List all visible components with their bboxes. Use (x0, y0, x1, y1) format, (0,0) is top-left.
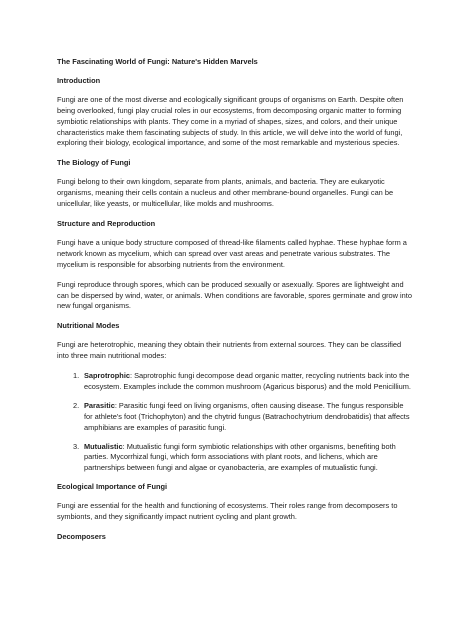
list-number: 1. (73, 371, 80, 381)
paragraph-nutrition: Fungi are heterotrophic, meaning they obtain their nutrients from external sources. They can be classified into three main nutritional modes: (57, 340, 402, 361)
heading-structure: Structure and Reproduction (57, 218, 156, 228)
heading-decomposers: Decomposers (57, 532, 106, 541)
nutrition-list (57, 371, 414, 474)
list-term: Parasitic (84, 400, 115, 410)
list-item (57, 371, 414, 393)
list-item (57, 401, 414, 434)
list-term: Mutualistic (84, 441, 123, 451)
list-text: : Saprotrophic fungi decompose dead organic matter, recycling nutrients back into the ecosystem. Examples include the common mushroom (Agaricus bisporus) and the mold Penicillium. (84, 371, 411, 391)
document-title: The Fascinating World of Fungi: Nature's Hidden Marvels (57, 57, 258, 66)
list-text: : Mutualistic fungi form symbiotic relationships with other organisms, benefiting both parties. Mycorrhizal fungi, which form associations with plant roots, and lichens, which are partnerships between fungi and algae or cyanobacteria, are examples of mutualistic fungi. (84, 441, 396, 473)
paragraph-biology: Fungi belong to their own kingdom, separate from plants, animals, and bacteria. They are eukaryotic organisms, meaning their cells contain a nucleus and other membrane-bound organelles. Fungi can be unicellular, like yeasts, or multicellular, like molds and mushrooms. (57, 177, 394, 209)
heading-ecology: Ecological Importance of Fungi (57, 482, 168, 492)
list-text: : Parasitic fungi feed on living organisms, often causing disease. The fungus responsible for athlete's foot (Trichophyton) and the chytrid fungus (Batrachochytrium dendrobatidis) that affects amphibians are examples of parasitic fungi. (84, 400, 410, 432)
paragraph-structure-2: Fungi reproduce through spores, which can be produced sexually or asexually. Spores are lightweight and can be dispersed by wind, water, or animals. When conditions are favorable, spores germinate and grow into new fungal organisms. (57, 279, 412, 311)
list-term: Saprotrophic (84, 371, 130, 381)
paragraph-ecology: Fungi are essential for the health and functioning of ecosystems. Their roles range from decomposers to symbionts, and they significantly impact nutrient cycling and plant growth. (57, 501, 398, 522)
heading-introduction: Introduction (57, 75, 101, 85)
list-item (57, 442, 414, 475)
heading-biology: The Biology of Fungi (57, 158, 131, 168)
paragraph-structure-1: Fungi have a unique body structure composed of thread-like filaments called hyphae. These hyphae form a network known as mycelium, which can spread over vast areas and penetrate various substrates. The mycelium is responsible for absorbing nutrients from the environment. (57, 237, 407, 269)
list-number: 2. (73, 400, 80, 410)
heading-nutrition: Nutritional Modes (57, 321, 120, 331)
list-number: 3. (73, 441, 80, 451)
paragraph-introduction: Fungi are one of the most diverse and ecologically significant groups of organisms on Earth. Despite often being overlooked, fungi play crucial roles in our ecosystems, from decomposing organic matter to forming symbiotic relationships with plants. They come in a myriad of shapes, sizes, and colors, and their unique characteristics make them fascinating subjects of study. In this article, we will delve into the world of fungi, exploring their biology, ecological importance, and some of the most remarkable and mysterious species. (57, 94, 404, 148)
